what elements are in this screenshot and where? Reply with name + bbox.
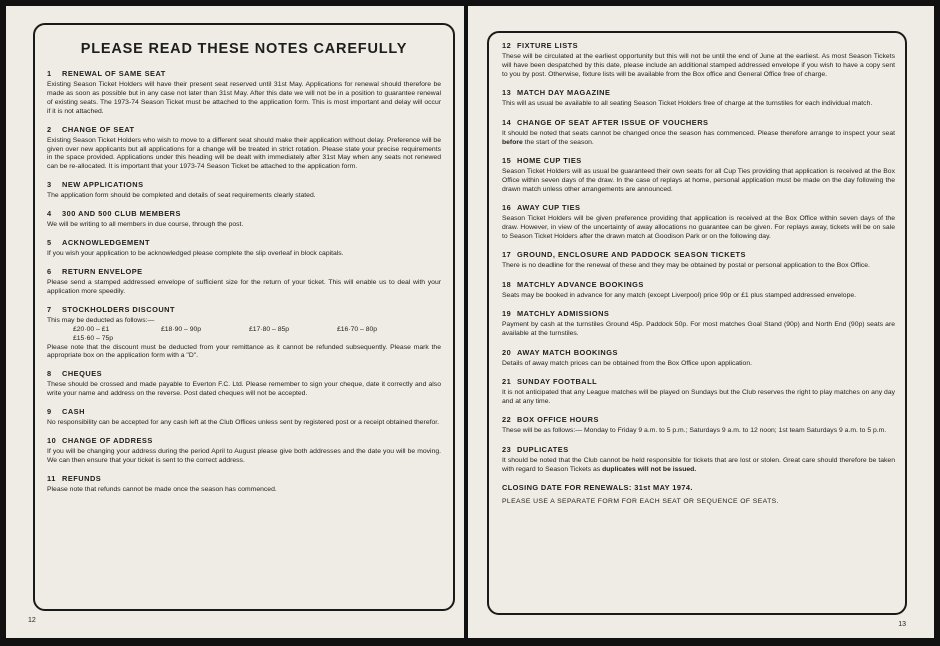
note-section [502,415,895,436]
section-number: 3 [47,180,52,190]
discount-rate: £18·90 – 90p [161,325,202,333]
section-number: 6 [47,266,52,276]
note-section [502,41,895,80]
note-section-stockholders [47,305,441,362]
section-text: It should be noted that the Club cannot be held responsible for tickets that are lost or stolen. Great care should therefore be taken with regard to Season Tickets as duplicates will not be issued. [502,456,895,473]
left-page [6,6,464,638]
section-heading: MATCHLY ADMISSIONS [517,309,610,319]
note-section [502,348,895,369]
note-section [47,267,441,297]
note-section [502,156,895,195]
note-section [47,209,441,230]
section-text: These will be circulated at the earliest opportunity but this will not be until the end of June at the earliest. As most Season Tickets will have been despatched by this date, please include an additional stamped addressed envelope if you wish to have a copy sent to you by post. Otherwise, fixture lists will be available from the Box office and General Office free of charge. [502,53,895,78]
page-number: 12 [28,617,36,624]
note-section-vouchers [502,118,895,148]
emphasis-text: before [502,138,523,146]
closing-date: CLOSING DATE FOR RENEWALS: 31st MAY 1974. [502,482,693,492]
section-intro: This may be deducted as follows:— [47,316,155,324]
section-text: Please send a stamped addressed envelope of sufficient size for the return of your ticket. This will enable us to deal with your application more speedily. [47,278,441,295]
emphasis-text: duplicates will not be issued. [602,465,697,473]
right-notes-frame [487,31,907,615]
section-heading: SUNDAY FOOTBALL [517,376,598,386]
discount-rate: £17·80 – 85p [249,325,290,333]
section-heading: RENEWAL OF SAME SEAT [62,69,166,78]
section-text: Seats may be booked in advance for any match (except Liverpool) price 90p or £1 plus stamped addressed envelope. [502,291,857,299]
note-section [502,309,895,339]
note-section [47,407,441,428]
note-section [47,180,441,201]
section-number: 16 [502,203,512,213]
discount-rates [47,326,441,344]
section-number: 17 [502,250,512,260]
section-text: No responsibility can be accepted for any cash left at the Club Offices unless sent by registered post or a receipt obtained therefor. [47,419,440,427]
section-number: 8 [47,369,52,379]
section-text: It is not anticipated that any League matches will be played on Sundays but the Club reserves the right to play matches on any day and at any time. [502,388,895,405]
section-heading: MATCH DAY MAGAZINE [517,88,611,98]
section-text: These will be as follows:— Monday to Friday 9 a.m. to 5 p.m.; Saturdays 9 a.m. to 12 noon; 1st team Saturdays 9 a.m. to 5 p.m. [502,427,887,435]
section-text: Season Ticket Holders will be given preference providing that application is received at the Box Office within seven days of the draw. However, in view of the uncertainty of away allocations no guarantee can be given. For replays away, tickets will be on sale to Season Ticket Holders after the drawn match at Goodison Park or on the following day. [502,215,895,240]
section-heading: HOME CUP TIES [517,155,582,165]
section-heading: AWAY CUP TIES [517,203,581,213]
section-heading: STOCKHOLDERS DISCOUNT [62,304,176,314]
section-number: 1 [47,69,52,78]
section-number: 21 [502,376,512,386]
section-heading: CASH [62,407,85,417]
section-number: 18 [502,279,512,289]
section-text: It should be noted that seats cannot be changed once the season has commenced. Please therefore arrange to inspect your seat before the start of the season. [502,129,895,146]
section-heading: 300 AND 500 CLUB MEMBERS [62,209,181,219]
section-number: 14 [502,117,512,127]
section-heading: BOX OFFICE HOURS [517,415,599,425]
section-heading: CHANGE OF SEAT [62,124,135,134]
discount-rate: £15·60 – 75p [73,334,114,342]
section-heading: FIXTURE LISTS [517,41,579,50]
section-text: This will as usual be available to all seating Season Ticket Holders free of charge at the turnstiles for each individual match. [502,100,873,108]
section-number: 22 [502,415,512,425]
section-number: 5 [47,238,52,248]
page-number: 13 [898,621,906,628]
section-text: Details of away match prices can be obtained from the Box Office upon application. [502,359,752,367]
section-heading: CHEQUES [62,369,103,379]
note-section [47,436,441,466]
section-heading: GROUND, ENCLOSURE AND PADDOCK SEASON TICKETS [517,250,746,260]
section-number: 12 [502,41,512,50]
note-section [47,125,441,173]
section-text: Please note that refunds cannot be made once the season has commenced. [47,485,277,493]
section-heading: DUPLICATES [517,444,569,454]
note-section [502,280,895,301]
section-number: 7 [47,304,52,314]
section-number: 10 [47,436,57,446]
section-text: There is no deadline for the renewal of these and they may be obtained by postal or personal application to the Box Office. [502,262,870,270]
note-section [502,203,895,242]
section-heading: CHANGE OF SEAT AFTER ISSUE OF VOUCHERS [517,117,709,127]
section-number: 2 [47,124,52,134]
note-section [47,369,441,399]
note-section [47,238,441,259]
section-number: 11 [47,473,56,483]
discount-rate: £20·00 – £1 [73,325,110,333]
note-section [502,250,895,271]
section-text: If you wish your application to be acknowledged please complete the slip overleaf in block capitals. [47,250,344,258]
section-text: If you will be changing your address during the period April to August please give both addresses and the date you will be moving. We can then ensure that your ticket is sent to the correct address. [47,448,441,464]
section-heading: REFUNDS [62,473,102,483]
section-heading: MATCHLY ADVANCE BOOKINGS [517,279,644,289]
section-text: The application form should be completed and details of seat requirements clearly stated. [47,192,316,200]
note-section [47,69,441,117]
note-section-duplicates [502,445,895,475]
section-text: Existing Season Ticket Holders will have their present seat reserved until 31st May. Applications for renewal should therefore be made as soon as possible but in any case not later than 31st May. After this date we will not be in a position to guarantee renewal of existing seats. The 1973-74 Season Ticket must be attached to the application form. This is most important and delay will occur if it is not attached. [47,81,441,115]
section-heading: AWAY MATCH BOOKINGS [517,347,618,357]
separate-form-note: PLEASE USE A SEPARATE FORM FOR EACH SEAT OR SEQUENCE OF SEATS. [502,497,779,505]
section-number: 20 [502,347,512,357]
note-section [47,474,441,495]
page-title: PLEASE READ THESE NOTES CAREFULLY [80,41,408,57]
left-notes-frame [33,23,455,611]
section-text: Season Ticket Holders will as usual be guaranteed their own seats for all Cup Ties providing that application is received at the Box Office within seven days of the draw. In the case of replays at home, personal application must be made on the day following the drawn match unless other arrangements are announced. [502,167,895,193]
section-number: 13 [502,88,512,98]
section-text: Payment by cash at the turnstiles Ground 45p. Paddock 50p. For most matches Goal Stand (90p) and North End (90p) seats are available at the turnstiles. [502,321,895,338]
section-number: 19 [502,309,512,319]
section-text: Existing Season Ticket Holders who wish to move to a different seat should make their application without delay. Preference will be given over new applicants but all applications for a change will be treated in strict rotation. Please state your precise requirements in the space provided. Applications under this heading will be dealt with immediately after 31st May when any seats not renewed can be re-allocated. It is important that your 1973-74 Season Ticket be attached to the application form. [47,136,441,171]
right-page [468,6,934,638]
note-section [502,377,895,407]
section-text: Please note that the discount must be deducted from your remittance as it cannot be refunded subsequently. Please mark the appropriate box on the application form with a "D". [47,343,441,360]
section-text: We will be writing to all members in due course, through the post. [47,221,244,229]
section-heading: CHANGE OF ADDRESS [62,436,153,446]
section-number: 9 [47,407,52,417]
section-text: These should be crossed and made payable to Everton F.C. Ltd. Please remember to sign your cheque, date it correctly and also write your name and address on the reverse. Post dated cheques will not be accepted. [47,381,441,398]
discount-rate: £16·70 – 80p [337,325,378,333]
section-heading: ACKNOWLEDGEMENT [62,238,150,248]
section-number: 15 [502,155,512,165]
section-number: 23 [502,444,512,454]
note-section [502,88,895,109]
section-heading: NEW APPLICATIONS [62,180,144,190]
section-heading: RETURN ENVELOPE [62,266,143,276]
section-number: 4 [47,209,52,219]
